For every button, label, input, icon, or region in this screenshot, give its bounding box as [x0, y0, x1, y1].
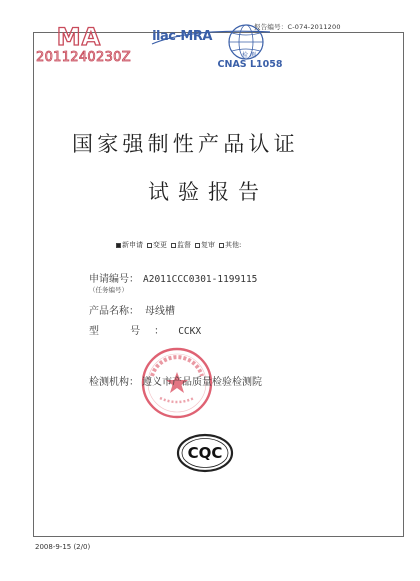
option-label: 监督: [177, 241, 191, 249]
application-number-value: A2011CCC0301-1199115: [143, 274, 258, 285]
cqc-logo-icon: [176, 433, 234, 473]
checkbox-supervision: [171, 243, 176, 248]
cqc-logo: [176, 433, 234, 473]
report-number: 报告编号：C-074-2011200: [254, 23, 341, 31]
option-other: [219, 240, 241, 250]
product-name-field: [89, 302, 175, 317]
task-number-label: （任务编号）: [89, 286, 128, 294]
product-name-label: 产品名称：: [89, 306, 139, 317]
cnas-label: 检 测: [242, 52, 256, 59]
cma-stamp-number: 2011240230Z: [36, 50, 131, 65]
report-title: 国家强制性产品认证: [72, 132, 299, 156]
option-review: [195, 240, 215, 250]
option-label: 变更: [153, 241, 167, 249]
model-field: [89, 322, 201, 337]
footer-version: 2008-9-15 (2/0): [35, 543, 91, 551]
cma-stamp-letters: MA: [56, 23, 102, 51]
product-name-value: 母线槽: [145, 306, 175, 317]
option-new-application: [116, 240, 143, 250]
cqc-logo-text: CQC: [187, 444, 223, 462]
testing-organization-label: 检测机构：: [89, 377, 139, 388]
model-label: 型 号：: [89, 326, 179, 337]
ilac-cnas-logo: [150, 22, 286, 76]
option-label: 新申请: [122, 241, 143, 249]
option-change: [147, 240, 167, 250]
checkbox-change: [147, 243, 152, 248]
model-value: CCKX: [178, 326, 202, 337]
option-supervision: [171, 240, 191, 250]
application-number-label: 申请编号：: [89, 274, 139, 285]
cnas-code: CNAS L1058: [217, 59, 283, 70]
cma-stamp: [36, 23, 131, 70]
application-number-field: [89, 270, 257, 285]
ilac-mra-text: ilac-MRA: [152, 29, 212, 44]
checkbox-review: [195, 243, 200, 248]
testing-organization-field: [89, 373, 262, 388]
checkbox-new-application: [116, 243, 121, 248]
report-subtitle: 试验报告: [148, 180, 268, 204]
application-type-row: [116, 239, 241, 251]
option-label: 复审: [201, 241, 215, 249]
testing-organization-value: 遵义市产品质量检验检测院: [142, 377, 262, 388]
option-label: 其他:: [225, 241, 242, 249]
checkbox-other: [219, 243, 224, 248]
